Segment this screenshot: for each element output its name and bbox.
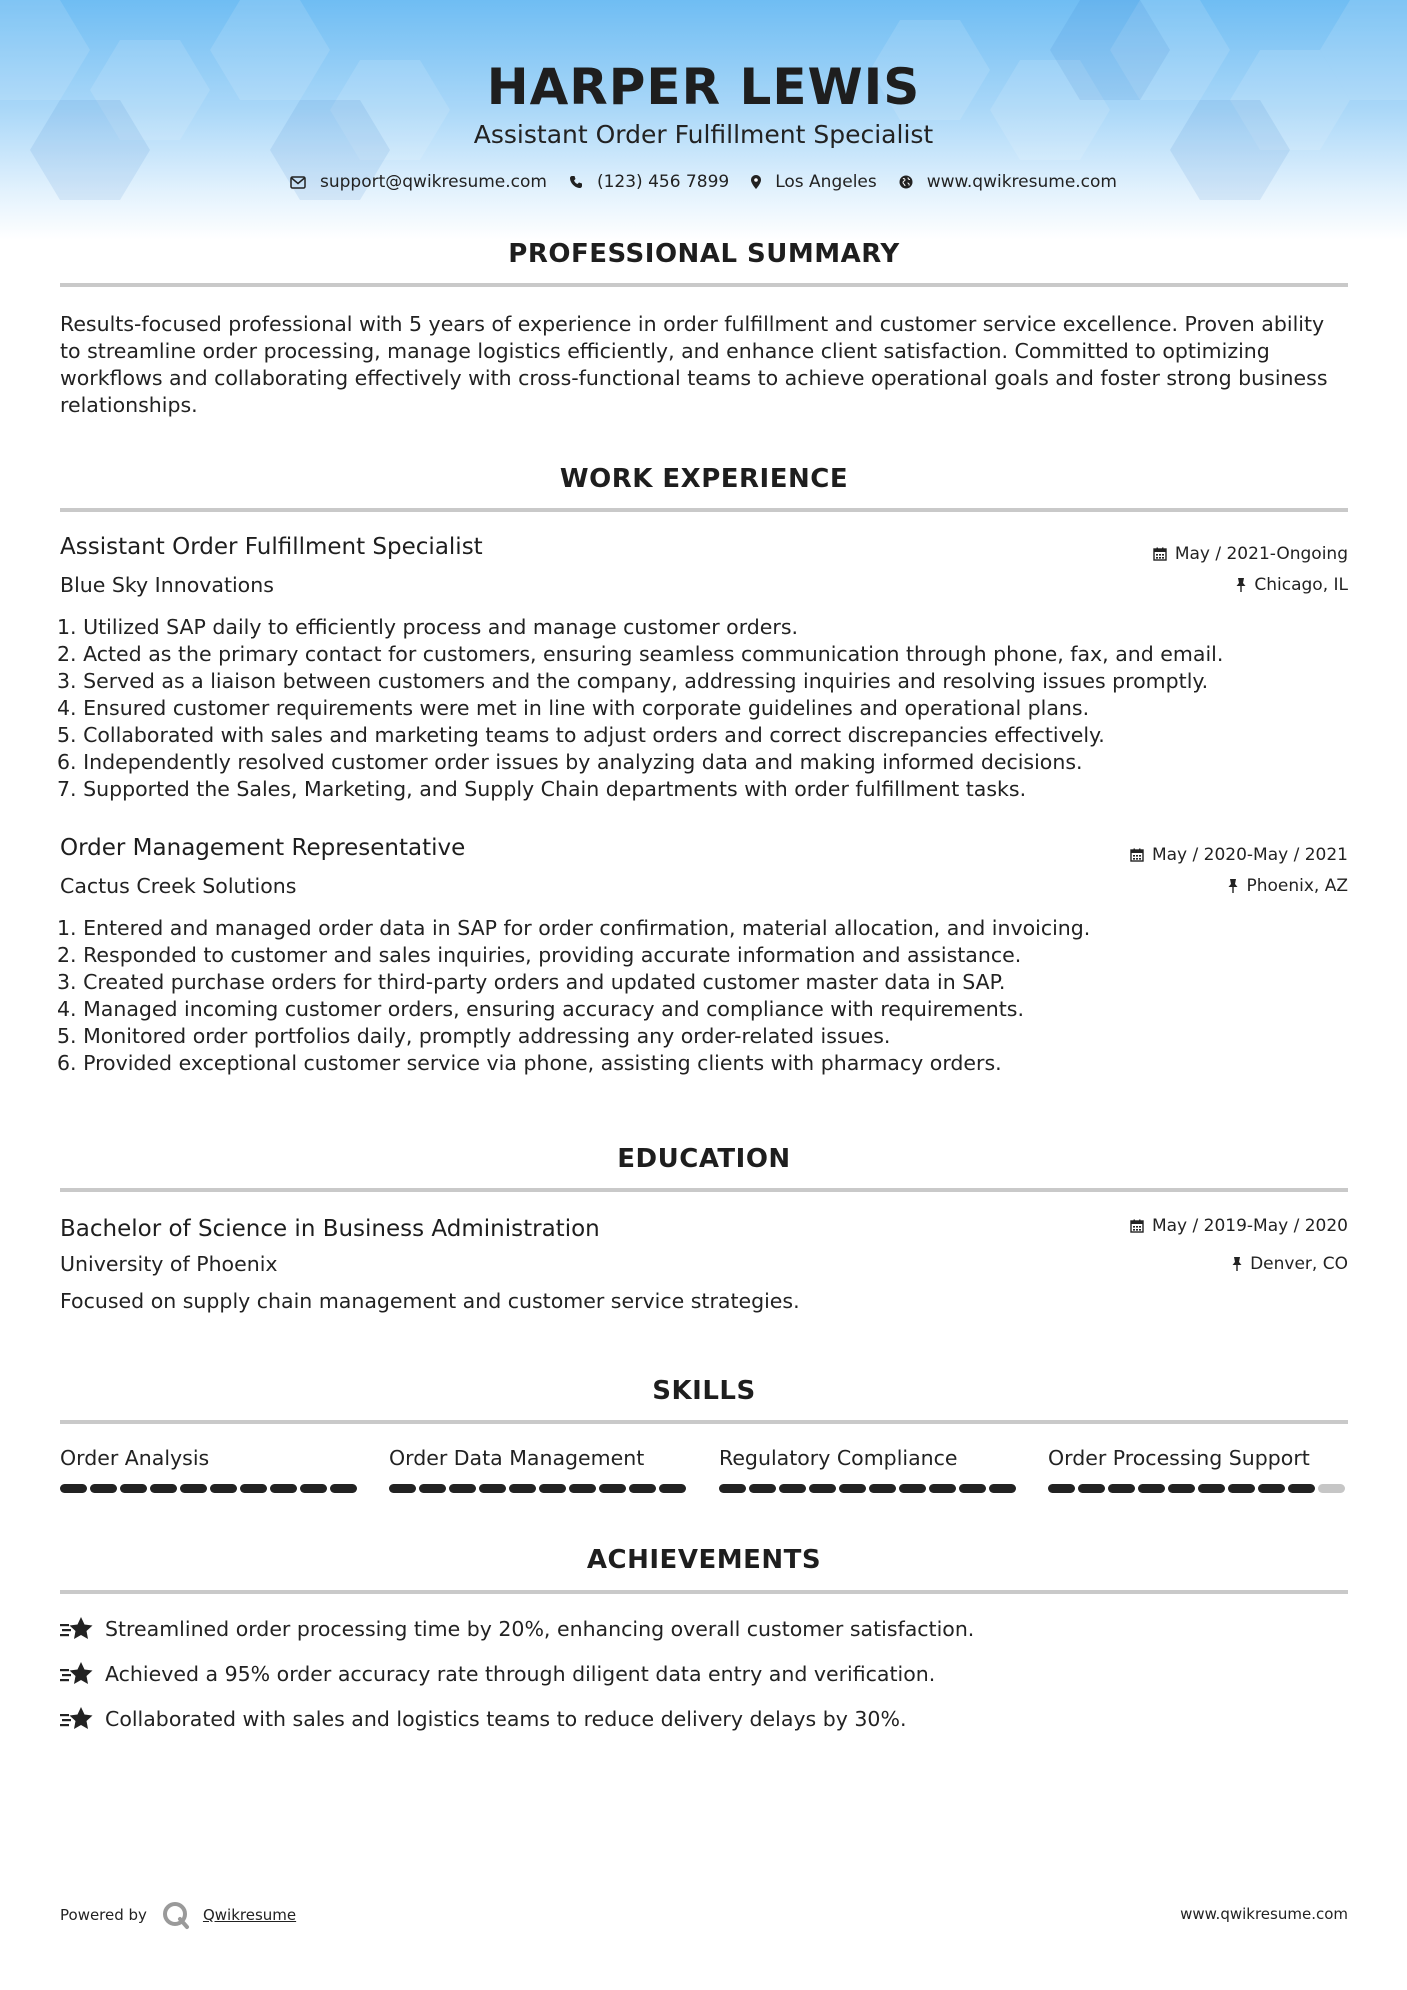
company-name: Cactus Creek Solutions	[60, 874, 297, 898]
skill-segment-filled	[270, 1484, 297, 1493]
list-item: 4. Managed incoming customer orders, ensuring accuracy and compliance with requirements.	[57, 997, 1025, 1021]
skill-item	[389, 1446, 689, 1493]
skill-segment-filled	[90, 1484, 117, 1493]
location-text: Los Angeles	[775, 172, 877, 192]
achievement-text: Collaborated with sales and logistics teams to reduce delivery delays by 30%.	[105, 1707, 907, 1731]
qwikresume-logo-icon	[161, 1900, 191, 1930]
education-location-text: Denver, CO	[1250, 1254, 1348, 1274]
skill-segment-filled	[839, 1484, 866, 1493]
pushpin-icon	[1228, 879, 1238, 893]
education-dates	[1130, 1216, 1348, 1236]
education-location	[1232, 1254, 1348, 1274]
skill-name: Order Analysis	[60, 1446, 210, 1470]
education-description: Focused on supply chain management and customer service strategies.	[60, 1289, 800, 1313]
skill-rating	[1048, 1484, 1348, 1493]
skill-segment-filled	[1288, 1484, 1315, 1493]
calendar-icon	[1153, 547, 1167, 561]
skill-name: Regulatory Compliance	[719, 1446, 958, 1470]
achievements-divider	[60, 1590, 1348, 1594]
achievement-text: Achieved a 95% order accuracy rate through diligent data entry and verification.	[105, 1662, 936, 1686]
envelope-icon	[290, 176, 306, 189]
list-item: 6. Provided exceptional customer service via phone, assisting clients with pharmacy orders.	[57, 1051, 1002, 1075]
achievement-text: Streamlined order processing time by 20%, enhancing overall customer satisfaction.	[105, 1617, 975, 1641]
skill-segment-filled	[210, 1484, 237, 1493]
list-item: 3. Created purchase orders for third-party orders and updated customer master data in SAP.	[57, 970, 1006, 994]
calendar-icon	[1130, 848, 1144, 862]
footer-powered-by	[60, 1900, 296, 1930]
skill-segment-filled	[989, 1484, 1016, 1493]
skill-segment-filled	[389, 1484, 416, 1493]
job-title: Assistant Order Fulfillment Specialist	[60, 534, 483, 560]
contact-website[interactable]	[899, 172, 1117, 192]
summary-divider	[60, 283, 1348, 287]
job-location	[1236, 575, 1348, 595]
qwikresume-link[interactable]: Qwikresume	[202, 1906, 297, 1924]
school-name: University of Phoenix	[60, 1252, 278, 1276]
map-pin-icon	[751, 175, 761, 189]
company-name: Blue Sky Innovations	[60, 573, 274, 597]
job-dates	[1153, 544, 1348, 564]
skill-segment-filled	[929, 1484, 956, 1493]
list-item: 1. Utilized SAP daily to efficiently process and manage customer orders.	[57, 615, 799, 639]
job-dates	[1130, 845, 1348, 865]
list-item: 2. Responded to customer and sales inquiries, providing accurate information and assistance.	[57, 943, 1022, 967]
skill-segment-filled	[1138, 1484, 1165, 1493]
job-title: Order Management Representative	[60, 835, 466, 861]
list-item: 5. Collaborated with sales and marketing teams to adjust orders and correct discrepancies effectively.	[57, 723, 1105, 747]
education-heading: EDUCATION	[617, 1144, 791, 1174]
phone-icon	[569, 175, 583, 189]
summary-line: workflows and collaborating effectively with cross-functional teams to achieve operational goals and foster strong business	[60, 366, 1328, 390]
skill-segment-filled	[1078, 1484, 1105, 1493]
summary-heading: PROFESSIONAL SUMMARY	[508, 239, 900, 269]
skill-segment-filled	[180, 1484, 207, 1493]
shooting-star-icon	[60, 1706, 93, 1732]
skill-segment-filled	[719, 1484, 746, 1493]
skill-segment-filled	[1168, 1484, 1195, 1493]
job-location-text: Phoenix, AZ	[1246, 876, 1348, 896]
job-bullets	[57, 614, 1223, 803]
summary-line: to streamline order processing, manage logistics efficiently, and enhance client satisfaction. Committed to optimizing	[60, 339, 1270, 363]
skill-segment-filled	[449, 1484, 476, 1493]
skill-segment-filled	[330, 1484, 357, 1493]
skill-segment-filled	[60, 1484, 87, 1493]
list-item: 7. Supported the Sales, Marketing, and Supply Chain departments with order fulfillment tasks.	[57, 777, 1027, 801]
website-text: www.qwikresume.com	[926, 172, 1117, 192]
summary-text	[60, 311, 1350, 419]
education-divider	[60, 1188, 1348, 1192]
skill-segment-filled	[569, 1484, 596, 1493]
candidate-name: HARPER LEWIS	[486, 58, 921, 116]
list-item: 5. Monitored order portfolios daily, promptly addressing any order-related issues.	[57, 1024, 891, 1048]
skill-segment-filled	[509, 1484, 536, 1493]
skill-segment-filled	[869, 1484, 896, 1493]
contact-email[interactable]	[290, 172, 547, 192]
candidate-title: Assistant Order Fulfillment Specialist	[473, 120, 934, 149]
achievements-heading: ACHIEVEMENTS	[586, 1545, 822, 1575]
skill-name: Order Processing Support	[1048, 1446, 1310, 1470]
list-item: 1. Entered and managed order data in SAP for order confirmation, material allocation, and invoicing.	[57, 916, 1091, 940]
skill-name: Order Data Management	[389, 1446, 645, 1470]
skills-divider	[60, 1420, 1348, 1424]
list-item: 2. Acted as the primary contact for customers, ensuring seamless communication through phone, fax, and email.	[57, 642, 1224, 666]
job-location	[1228, 876, 1348, 896]
achievement-item	[60, 1661, 935, 1687]
experience-heading: WORK EXPERIENCE	[559, 464, 849, 494]
experience-divider	[60, 508, 1348, 512]
list-item: 3. Served as a liaison between customers and the company, addressing inquiries and resolving issues promptly.	[57, 669, 1209, 693]
skill-rating	[719, 1484, 1019, 1493]
education-dates-text: May / 2019-May / 2020	[1151, 1216, 1348, 1236]
skill-segment-filled	[479, 1484, 506, 1493]
pushpin-icon	[1232, 1257, 1242, 1271]
powered-by-label: Powered by	[60, 1906, 147, 1924]
skill-segment-filled	[749, 1484, 776, 1493]
pushpin-icon	[1236, 578, 1246, 592]
list-item: 4. Ensured customer requirements were met in line with corporate guidelines and operational plans.	[57, 696, 1090, 720]
skill-segment-empty	[1318, 1484, 1345, 1493]
skill-segment-filled	[1048, 1484, 1075, 1493]
skill-segment-filled	[120, 1484, 147, 1493]
skill-rating	[60, 1484, 360, 1493]
job-dates-text: May / 2021-Ongoing	[1174, 544, 1348, 564]
skill-segment-filled	[1108, 1484, 1135, 1493]
list-item: 6. Independently resolved customer order issues by analyzing data and making informed decisions.	[57, 750, 1083, 774]
skill-segment-filled	[629, 1484, 656, 1493]
skill-segment-filled	[599, 1484, 626, 1493]
globe-icon	[899, 175, 913, 189]
skill-item	[60, 1446, 360, 1493]
calendar-icon	[1130, 1219, 1144, 1233]
skill-segment-filled	[659, 1484, 686, 1493]
skill-segment-filled	[240, 1484, 267, 1493]
job-dates-text: May / 2020-May / 2021	[1151, 845, 1348, 865]
skill-item	[719, 1446, 1019, 1493]
degree-title: Bachelor of Science in Business Administration	[60, 1216, 600, 1242]
skill-item	[1048, 1446, 1348, 1493]
skill-segment-filled	[1258, 1484, 1285, 1493]
contact-phone[interactable]	[569, 172, 729, 192]
job-bullets	[57, 915, 1090, 1077]
shooting-star-icon	[60, 1661, 93, 1687]
skill-rating	[389, 1484, 689, 1493]
skill-segment-filled	[419, 1484, 446, 1493]
skill-segment-filled	[809, 1484, 836, 1493]
shooting-star-icon	[60, 1616, 93, 1642]
skill-segment-filled	[300, 1484, 327, 1493]
footer-website[interactable]: www.qwikresume.com	[1180, 1905, 1348, 1923]
skill-segment-filled	[899, 1484, 926, 1493]
skill-segment-filled	[150, 1484, 177, 1493]
achievement-item	[60, 1706, 906, 1732]
job-location-text: Chicago, IL	[1254, 575, 1348, 595]
contact-bar	[0, 172, 1407, 192]
phone-text: (123) 456 7899	[596, 172, 730, 192]
skill-segment-filled	[1198, 1484, 1225, 1493]
contact-location	[751, 172, 877, 192]
skill-segment-filled	[1228, 1484, 1255, 1493]
summary-line: relationships.	[60, 393, 198, 417]
summary-line: Results-focused professional with 5 years of experience in order fulfillment and customer service excellence. Proven ability	[60, 312, 1325, 336]
skill-segment-filled	[959, 1484, 986, 1493]
skill-segment-filled	[779, 1484, 806, 1493]
achievement-item	[60, 1616, 974, 1642]
email-text: support@qwikresume.com	[320, 172, 547, 192]
skill-segment-filled	[539, 1484, 566, 1493]
skills-heading: SKILLS	[652, 1376, 756, 1406]
